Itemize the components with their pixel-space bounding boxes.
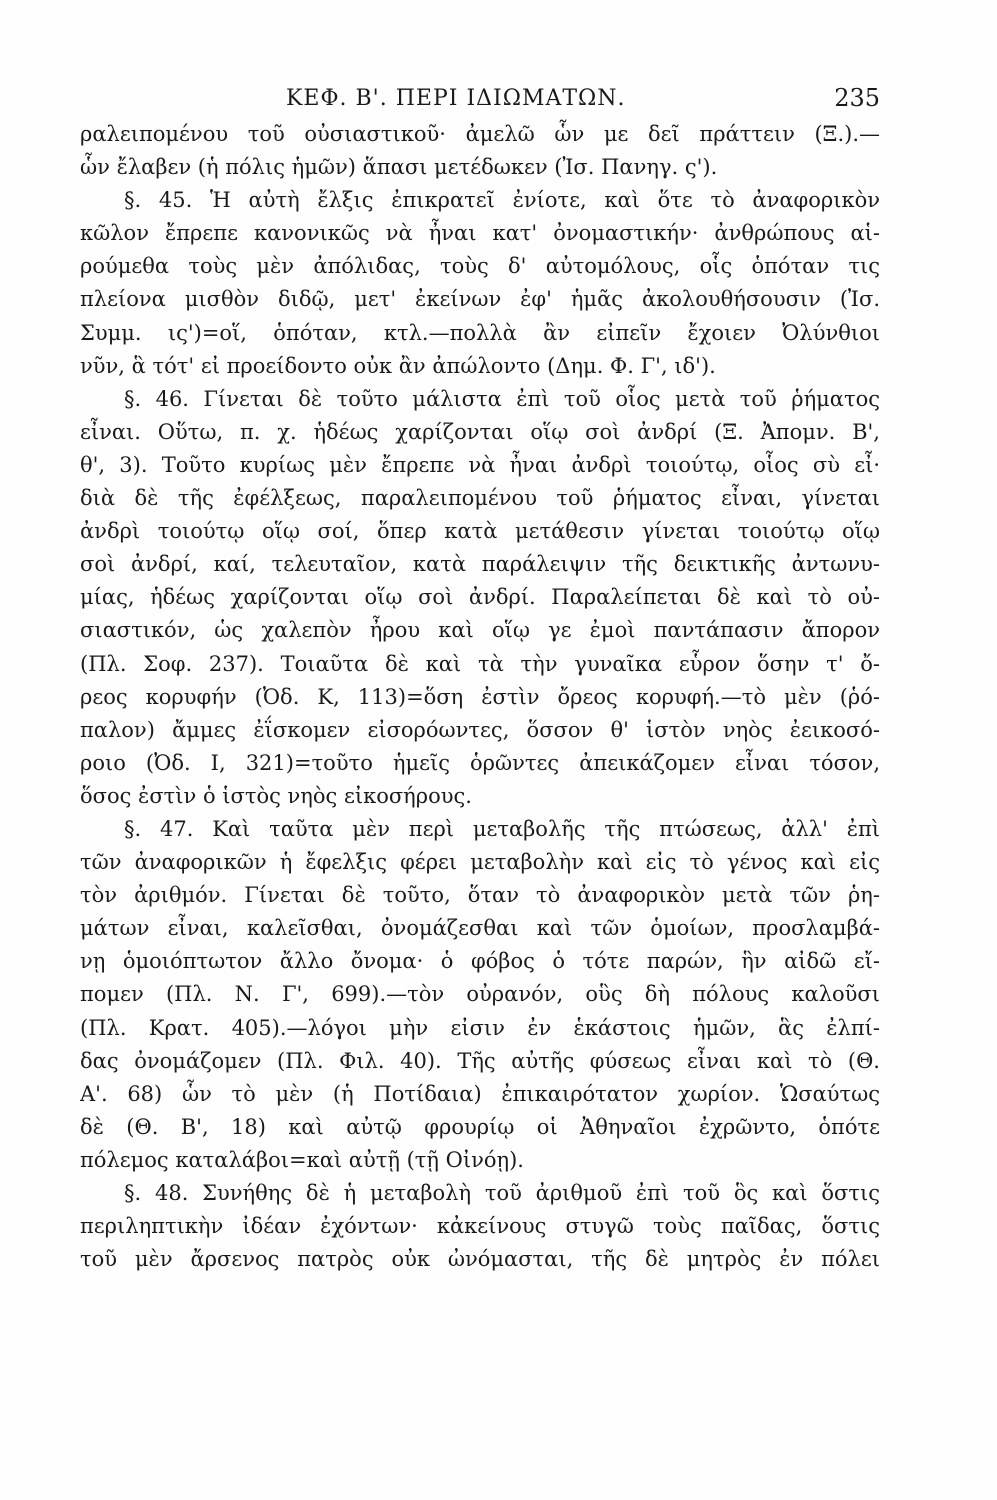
text-line: διὰ δὲ τῆς ἐφέλξεως, παραλειπομένου τοῦ ῥήματος εἶναι, γίνεται [80,486,880,511]
text-line: Α'. 68) ὧν τὸ μὲν (ἡ Ποτίδαια) ἐπικαιρότατον χωρίον. Ὡσαύτως [80,1081,880,1106]
text-line: τοῦ μὲν ἄρσενος πατρὸς οὐκ ὠνόμασται, τῆς δὲ μητρὸς ἐν πόλει [80,1247,880,1272]
text-line: ροιο (Ὀδ. Ι, 321)=τοῦτο ἡμεῖς ὁρῶντες ἀπεικάζομεν εἶναι τόσον, [80,750,880,775]
paragraph-46-start: §. 46. Γίνεται δὲ τοῦτο μάλιστα ἐπὶ τοῦ οἷος μετὰ τοῦ ῥήματος [124,386,880,411]
text-line: ρούμεθα τοὺς μὲν ἀπόλιδας, τοὺς δ' αὐτομόλους, οἷς ὁπόταν τις [80,254,880,279]
text-line: σιαστικόν, ὡς χαλεπὸν ἦρου καὶ οἵῳ γε ἐμοὶ παντάπασιν ἄπορον [80,618,880,643]
text-line: ραλειπομένου τοῦ οὐσιαστικοῦ· ἀμελῶ ὧν με δεῖ πράττειν (Ξ.).— [80,122,880,146]
text-line: κῶλον ἔπρεπε κανονικῶς νὰ ἦναι κατ' ὀνομαστικήν· ἀνθρώπους αἱ- [80,221,880,246]
text-line: πόλεμος καταλάβοι=καὶ αὐτῇ (τῇ Οἰνόῃ). [80,1147,524,1172]
paragraph-45-start: §. 45. Ἡ αὐτὴ ἔλξις ἐπικρατεῖ ἐνίοτε, καὶ ὅτε τὸ ἀναφορικὸν [124,188,880,213]
text-line: πομεν (Πλ. Ν. Γ', 699).—τὸν οὐρανόν, οὓς δὴ πόλους καλοῦσι [80,982,880,1007]
running-title: ΚΕΦ. Β'. ΠΕΡΙ ΙΔΙΩΜΑΤΩΝ. [286,86,626,111]
body-text [80,118,880,1276]
text-line: νῦν, ἃ τότ' εἰ προείδοντο οὐκ ἂν ἀπώλοντο (Δημ. Φ. Γ', ιδ'). [80,353,716,378]
page-number: 235 [834,84,880,112]
text-line: δὲ (Θ. Β', 18) καὶ αὐτῷ φρουρίῳ οἱ Ἀθηναῖοι ἐχρῶντο, ὁπότε [80,1114,880,1139]
text-line: ρεος κορυφήν (Ὀδ. Κ, 113)=ὅση ἐστὶν ὄρεος κορυφή.—τὸ μὲν (ῥό- [80,684,880,709]
text-line: παλον) ἄμμες ἐΐσκομεν εἰσορόωντες, ὅσσον θ' ἱστὸν νηὸς ἐεικοσό- [80,717,880,742]
text-line: μίας, ἡδέως χαρίζονται οἵῳ σοὶ ἀνδρί. Παραλείπεται δὲ καὶ τὸ οὐ- [80,585,880,610]
text-line: σοὶ ἀνδρί, καί, τελευταῖον, κατὰ παράλειψιν τῆς δεικτικῆς ἀντωνυ- [80,552,880,577]
text-line: ὅσος ἐστὶν ὁ ἱστὸς νηὸς εἰκοσήρους. [80,783,472,808]
text-line: δας ὀνομάζομεν (Πλ. Φιλ. 40). Τῆς αὐτῆς φύσεως εἶναι καὶ τὸ (Θ. [80,1048,880,1073]
text-line: (Πλ. Σοφ. 237). Τοιαῦτα δὲ καὶ τὰ τὴν γυναῖκα εὗρον ὅσην τ' ὄ- [80,651,880,676]
text-line: ὧν ἔλαβεν (ἡ πόλις ἡμῶν) ἅπασι μετέδωκεν (Ἰσ. Πανηγ. ς'). [80,155,718,180]
text-line: ἀνδρὶ τοιούτῳ οἵῳ σοί, ὅπερ κατὰ μετάθεσιν γίνεται τοιούτῳ οἵῳ [80,519,880,544]
paragraph-48-start: §. 48. Συνήθης δὲ ἡ μεταβολὴ τοῦ ἀριθμοῦ ἐπὶ τοῦ ὃς καὶ ὅστις [124,1181,880,1205]
text-line: εἶναι. Οὕτω, π. χ. ἡδέως χαρίζονται οἵῳ σοὶ ἀνδρί (Ξ. Ἀπομν. Β', [80,419,880,444]
text-line: περιληπτικὴν ἰδέαν ἐχόντων· κἀκείνους στυγῶ τοὺς παῖδας, ὅστις [80,1214,880,1239]
text-line: νῃ ὁμοιόπτωτον ἄλλο ὄνομα· ὁ φόβος ὁ τότε παρών, ἣν αἰδῶ εἴ- [80,949,880,974]
paragraph-47-start: §. 47. Καὶ ταῦτα μὲν περὶ μεταβολῆς τῆς πτώσεως, ἀλλ' ἐπὶ [124,816,880,841]
text-line: τῶν ἀναφορικῶν ἡ ἔφελξις φέρει μεταβολὴν καὶ εἰς τὸ γένος καὶ εἰς [80,850,880,875]
text-line: πλείονα μισθὸν διδῷ, μετ' ἐκείνων ἐφ' ἡμᾶς ἀκολουθήσουσιν (Ἰσ. [80,287,880,312]
text-line: μάτων εἶναι, καλεῖσθαι, ὀνομάζεσθαι καὶ τῶν ὁμοίων, προσλαμβά- [80,916,880,941]
running-head [200,86,880,122]
text-line: θ', 3). Τοῦτο κυρίως μὲν ἔπρεπε νὰ ἦναι ἀνδρὶ τοιούτῳ, οἷος σὺ εἶ· [80,452,880,477]
text-line: Συμμ. ις')=οἵ, ὁπόταν, κτλ.—πολλὰ ἂν εἰπεῖν ἔχοιεν Ὀλύνθιοι [80,320,880,345]
text-line: τὸν ἀριθμόν. Γίνεται δὲ τοῦτο, ὅταν τὸ ἀναφορικὸν μετὰ τῶν ῥη- [80,883,880,908]
text-line: (Πλ. Κρατ. 405).—λόγοι μὴν εἰσιν ἐν ἑκάστοις ἡμῶν, ἃς ἐλπί- [80,1015,880,1040]
